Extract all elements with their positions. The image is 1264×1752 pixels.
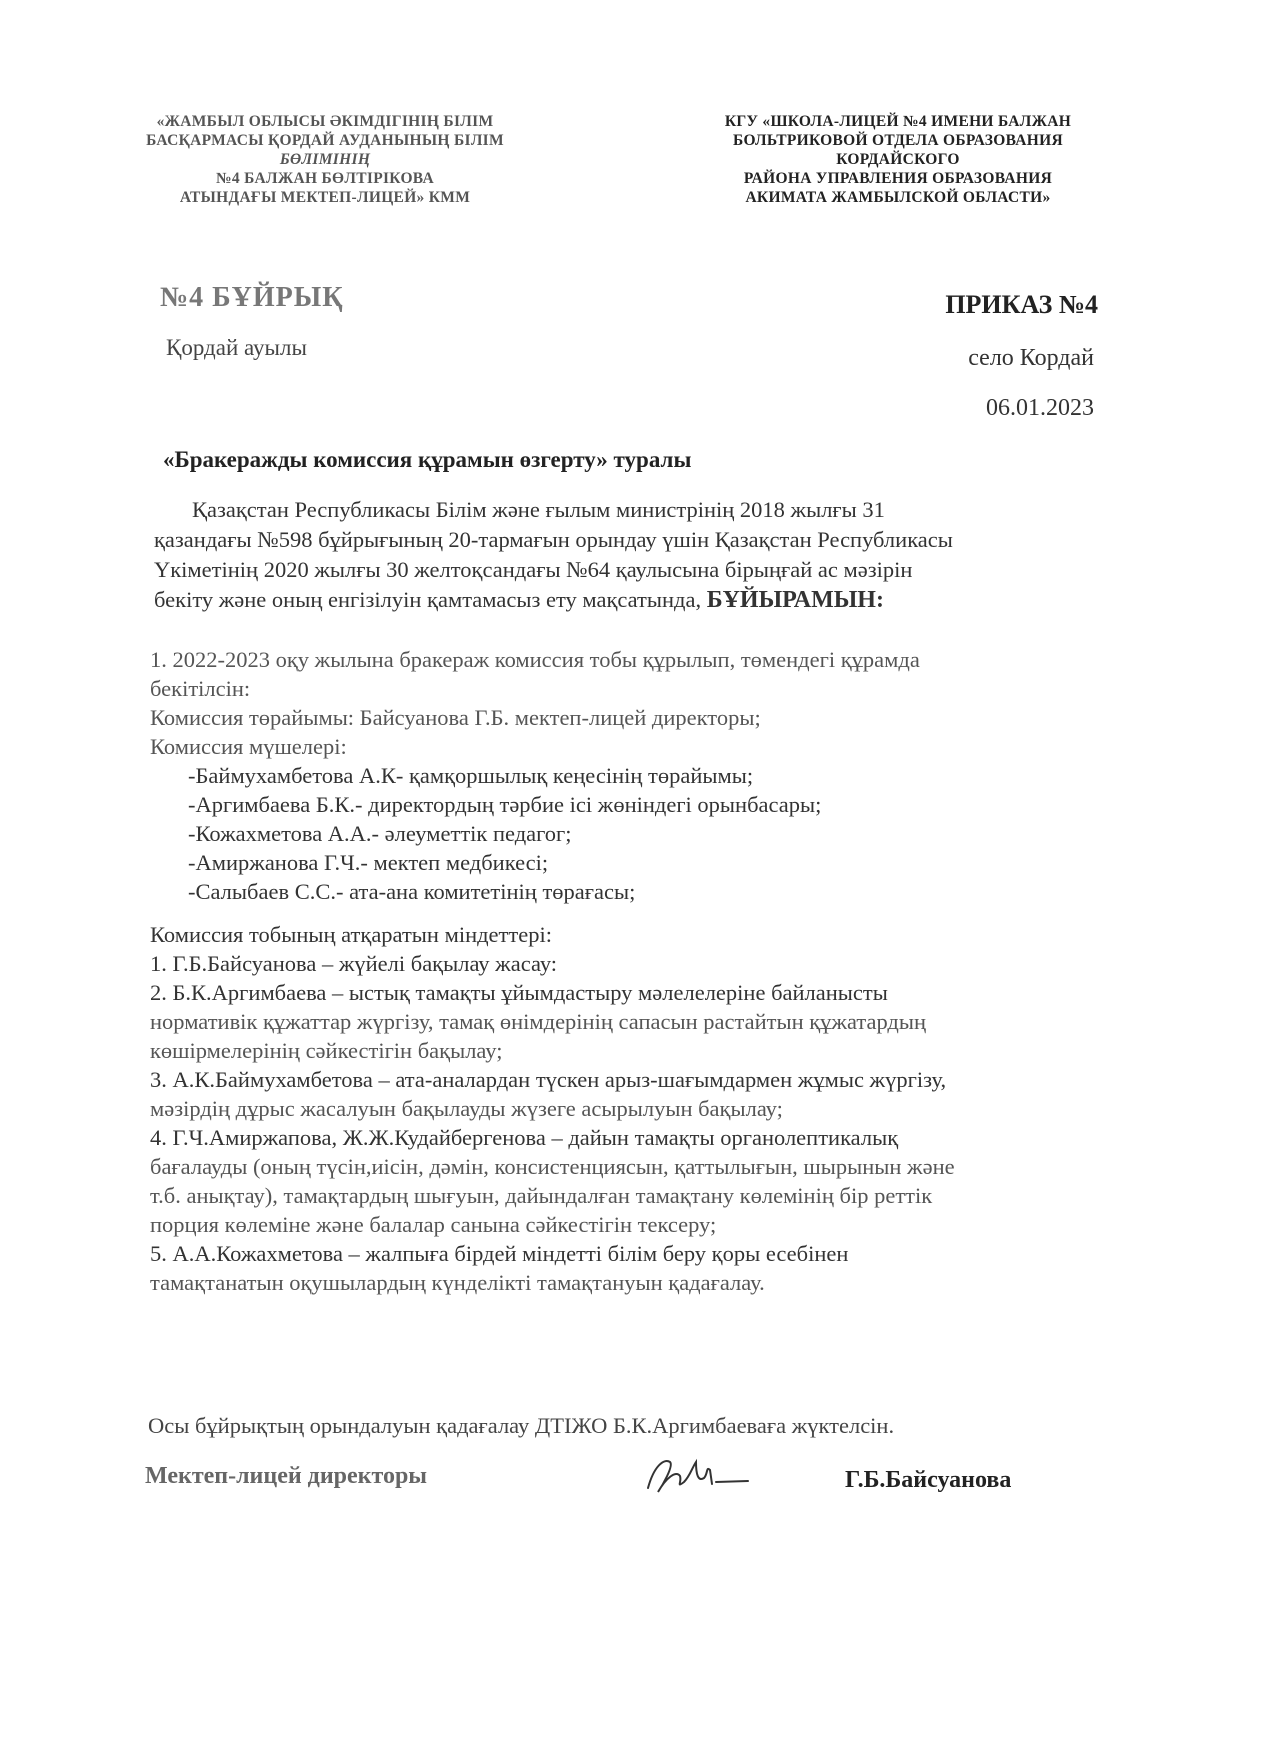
duty-line: 5. А.А.Кожахметова – жалпыға бірдей міндетті білім беру қоры есебінен — [150, 1241, 849, 1266]
header-right-line: РАЙОНА УПРАВЛЕНИЯ ОБРАЗОВАНИЯ — [743, 170, 1053, 187]
section1-line: 1. 2022-2023 оқу жылына бракераж комиссия тобы құрылып, төмендегі құрамда — [150, 647, 920, 672]
duties-title: Комиссия тобының атқаратын міндеттері: — [150, 922, 552, 947]
order-subject: «Бракеражды комиссия құрамын өзгерту» туралы — [163, 447, 692, 472]
duty-line: мәзірдің дұрыс жасалуын бақылауды жүзеге асырылуын бақылау; — [150, 1096, 783, 1121]
duty-line: көшірмелерінің сәйкестігін бақылау; — [150, 1038, 503, 1063]
member-item: -Салыбаев С.С.- ата-ана комитетінің төрағасы; — [188, 879, 636, 904]
intro-line: Қазақстан Республикасы Білім және ғылым министрінің 2018 жылғы 31 — [192, 497, 885, 522]
order-title-kz: №4 БҰЙРЫҚ — [160, 282, 344, 313]
control-clause: Осы бұйрықтың орындалуын қадағалау ДТІЖО Б.К.Аргимбаеваға жүктелсін. — [148, 1413, 895, 1438]
duty-line: 4. Г.Ч.Амиржапова, Ж.Ж.Кудайбергенова – дайын тамақты органолептикалық — [150, 1125, 899, 1150]
header-left-line: №4 БАЛЖАН БӨЛТІРІКОВА — [216, 170, 434, 187]
director-position: Мектеп-лицей директоры — [145, 1463, 428, 1489]
header-left-line: БАСҚАРМАСЫ ҚОРДАЙ АУДАНЫНЫҢ БІЛІМ — [146, 132, 504, 149]
header-left-kz — [110, 112, 540, 207]
intro-line: Үкіметінің 2020 жылғы 30 желтоқсандағы №64 қаулысына бірыңғай ас мәзірін — [154, 557, 913, 582]
duty-line: 2. Б.К.Аргимбаева – ыстық тамақты ұйымдастыру мәлелелеріне байланысты — [150, 980, 888, 1005]
order-word: БҰЙЫРАМЫН: — [706, 587, 884, 613]
order-date: 06.01.2023 — [986, 395, 1094, 421]
section1-line: бекітілсін: — [150, 676, 251, 701]
intro-line: бекіту және оның енгізілуін қамтамасыз ету мақсатында, — [154, 587, 702, 612]
handwritten-signature — [640, 1448, 760, 1508]
header-left-line: БӨЛІМІНІҢ — [279, 151, 371, 168]
member-item: -Кожахметова А.А.- әлеуметтік педагог; — [188, 821, 572, 846]
duty-line: тамақтанатын оқушылардың күнделікті тамақтануын қадағалау. — [150, 1270, 765, 1295]
header-right-line: КОРДАЙСКОГО — [836, 151, 960, 168]
intro-paragraph — [154, 495, 1114, 615]
order-body — [150, 645, 1150, 1297]
duty-line: нормативік құжаттар жүргізу, тамақ өнімдерінің сапасын растайтын құжатардың — [150, 1009, 927, 1034]
header-right-ru — [668, 112, 1128, 207]
header-left-line: «ЖАМБЫЛ ОБЛЫСЫ ӘКІМДІГІНІҢ БІЛІМ — [156, 113, 494, 130]
duty-line: порция көлеміне және балалар санына сәйкестігін тексеру; — [150, 1212, 717, 1237]
commission-chair: Комиссия төрайымы: Байсуанова Г.Б. мектеп-лицей директоры; — [150, 705, 761, 730]
header-right-line: КГУ «ШКОЛА-ЛИЦЕЙ №4 ИМЕНИ БАЛЖАН — [724, 113, 1072, 130]
place-ru: село Кордай — [968, 345, 1094, 371]
member-item: -Аргимбаева Б.К.- директордың тәрбие ісі жөніндегі орынбасары; — [188, 792, 822, 817]
header-left-line: АТЫНДАҒЫ МЕКТЕП-ЛИЦЕЙ» КММ — [179, 189, 471, 206]
duty-line: 1. Г.Б.Байсуанова – жүйелі бақылау жасау: — [150, 951, 558, 976]
header-right-line: БОЛЬТРИКОВОЙ ОТДЕЛА ОБРАЗОВАНИЯ — [733, 132, 1063, 149]
member-item: -Баймухамбетова А.К- қамқоршылық кеңесінің төрайымы; — [188, 763, 754, 788]
intro-line: қазандағы №598 бұйрығының 20-тармағын орындау үшін Қазақстан Республикасы — [154, 527, 953, 552]
director-name: Г.Б.Байсуанова — [845, 1467, 1012, 1493]
header-right-line: АКИМАТА ЖАМБЫЛСКОЙ ОБЛАСТИ» — [745, 189, 1051, 206]
duty-line: бағалауды (оның түсін,иісін, дәмін, консистенциясын, қаттылығын, шырынын және — [150, 1154, 955, 1179]
place-kz: Қордай ауылы — [166, 335, 307, 360]
members-label: Комиссия мүшелері: — [150, 734, 347, 759]
duty-line: 3. А.К.Баймухамбетова – ата-аналардан түскен арыз-шағымдармен жұмыс жүргізу, — [150, 1067, 947, 1092]
duty-line: т.б. анықтау), тамақтардың шығуын, дайындалған тамақтану көлемінің бір реттік — [150, 1183, 933, 1208]
order-title-ru: ПРИКАЗ №4 — [945, 290, 1098, 319]
member-item: -Амиржанова Г.Ч.- мектеп медбикесі; — [188, 850, 549, 875]
